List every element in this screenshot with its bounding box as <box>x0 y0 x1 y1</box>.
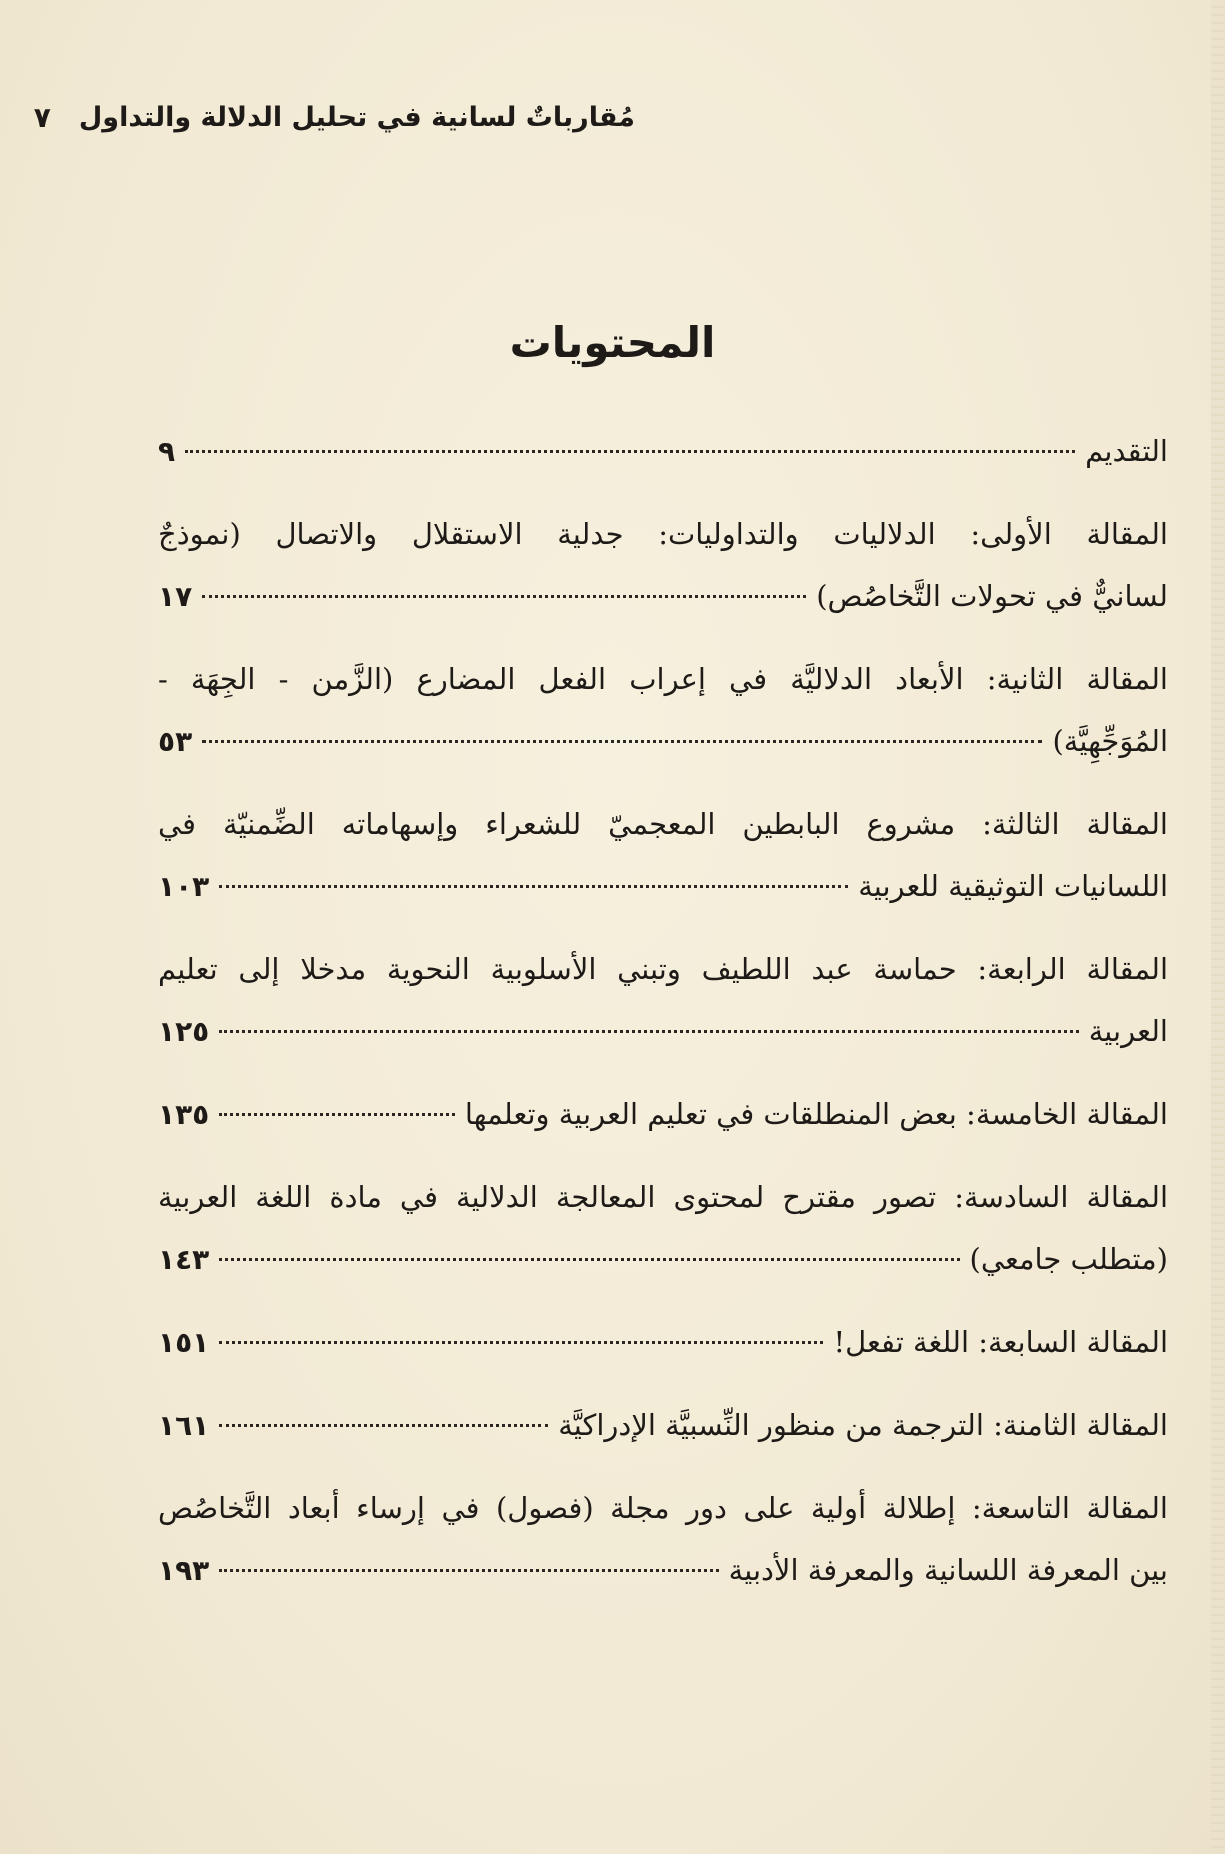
toc-entry-article-4[interactable] <box>158 938 1168 1062</box>
toc-page-number: ٩ <box>158 435 176 468</box>
toc-entry-title-continued: المُوَجِّهِيَّة) <box>1052 724 1168 758</box>
toc-entry-title: المقالة السابعة: اللغة تفعل! <box>833 1325 1168 1359</box>
toc-page-number: ١٢٥ <box>158 1015 210 1048</box>
toc-entry-article-3[interactable] <box>158 793 1168 917</box>
toc-page-number: ١٣٥ <box>158 1098 210 1131</box>
toc-entry-article-6[interactable] <box>158 1166 1168 1290</box>
toc-entry-title-continued: (متطلب جامعي) <box>969 1242 1168 1276</box>
toc-entry-introduction[interactable] <box>158 420 1168 482</box>
toc-entry-title-continued: العربية <box>1088 1014 1168 1048</box>
toc-page-number: ١٤٣ <box>158 1243 210 1276</box>
running-header-title: مُقارباتٌ لسانية في تحليل الدلالة والتداول <box>78 101 635 133</box>
toc-entry-article-8[interactable] <box>158 1394 1168 1456</box>
toc-page-number: ١٥١ <box>158 1326 210 1359</box>
toc-entry-title: التقديم <box>1085 434 1168 468</box>
toc-entry-title: المقالة الرابعة: حماسة عبد اللطيف وتبني الأسلوبية النحوية مدخلا إلى تعليم <box>158 952 1168 986</box>
toc-page-number: ١٠٣ <box>158 870 210 903</box>
contents-title: المحتويات <box>509 318 716 367</box>
dot-leader <box>219 1030 1078 1033</box>
dot-leader <box>219 885 848 888</box>
toc-page-number: ٥٣ <box>158 725 193 758</box>
dot-leader <box>219 1113 455 1116</box>
toc-entry-article-5[interactable] <box>158 1083 1168 1145</box>
toc-entry-article-2[interactable] <box>158 648 1168 772</box>
dot-leader <box>185 450 1075 453</box>
toc-entry-title-continued: لسانيٌّ في تحولات التَّخاصُص) <box>816 579 1168 613</box>
toc-entry-article-1[interactable] <box>158 503 1168 627</box>
toc-entry-title: المقالة الثانية: الأبعاد الدلاليَّة في إعراب الفعل المضارع (الزَّمن - الجِهَة - <box>158 662 1168 696</box>
running-header <box>33 92 635 142</box>
dot-leader <box>202 740 1042 743</box>
toc-entry-title: المقالة الأولى: الدلاليات والتداوليات: جدلية الاستقلال والاتصال (نموذجٌ <box>158 517 1168 551</box>
toc-page-number: ١٩٣ <box>158 1554 210 1587</box>
toc-entry-article-9[interactable] <box>158 1477 1168 1601</box>
toc-entry-title: المقالة التاسعة: إطلالة أولية على دور مجلة (فصول) في إرساء أبعاد التَّخاصُص <box>158 1491 1168 1525</box>
toc-page-number: ١٧ <box>158 580 193 613</box>
toc-entry-article-7[interactable] <box>158 1311 1168 1373</box>
toc-entry-title-continued: بين المعرفة اللسانية والمعرفة الأدبية <box>728 1553 1168 1587</box>
dot-leader <box>202 595 806 598</box>
dot-leader <box>219 1569 718 1572</box>
page-edge <box>1211 0 1225 1854</box>
toc-entry-title: المقالة السادسة: تصور مقترح لمحتوى المعالجة الدلالية في مادة اللغة العربية <box>158 1180 1168 1214</box>
toc-entry-title-continued: اللسانيات التوثيقية للعربية <box>858 869 1168 903</box>
toc-entry-title: المقالة الثالثة: مشروع البابطين المعجميّ للشعراء وإسهاماته الضِّمنيّة في <box>158 807 1168 841</box>
dot-leader <box>219 1258 959 1261</box>
table-of-contents <box>158 420 1168 1622</box>
page-number: ٧ <box>33 100 51 134</box>
toc-page-number: ١٦١ <box>158 1409 210 1442</box>
dot-leader <box>219 1424 548 1427</box>
toc-entry-title: المقالة الخامسة: بعض المنطلقات في تعليم العربية وتعلمها <box>464 1097 1168 1131</box>
dot-leader <box>219 1341 823 1344</box>
toc-entry-title: المقالة الثامنة: الترجمة من منظور النِّسبيَّة الإدراكيَّة <box>558 1408 1168 1442</box>
